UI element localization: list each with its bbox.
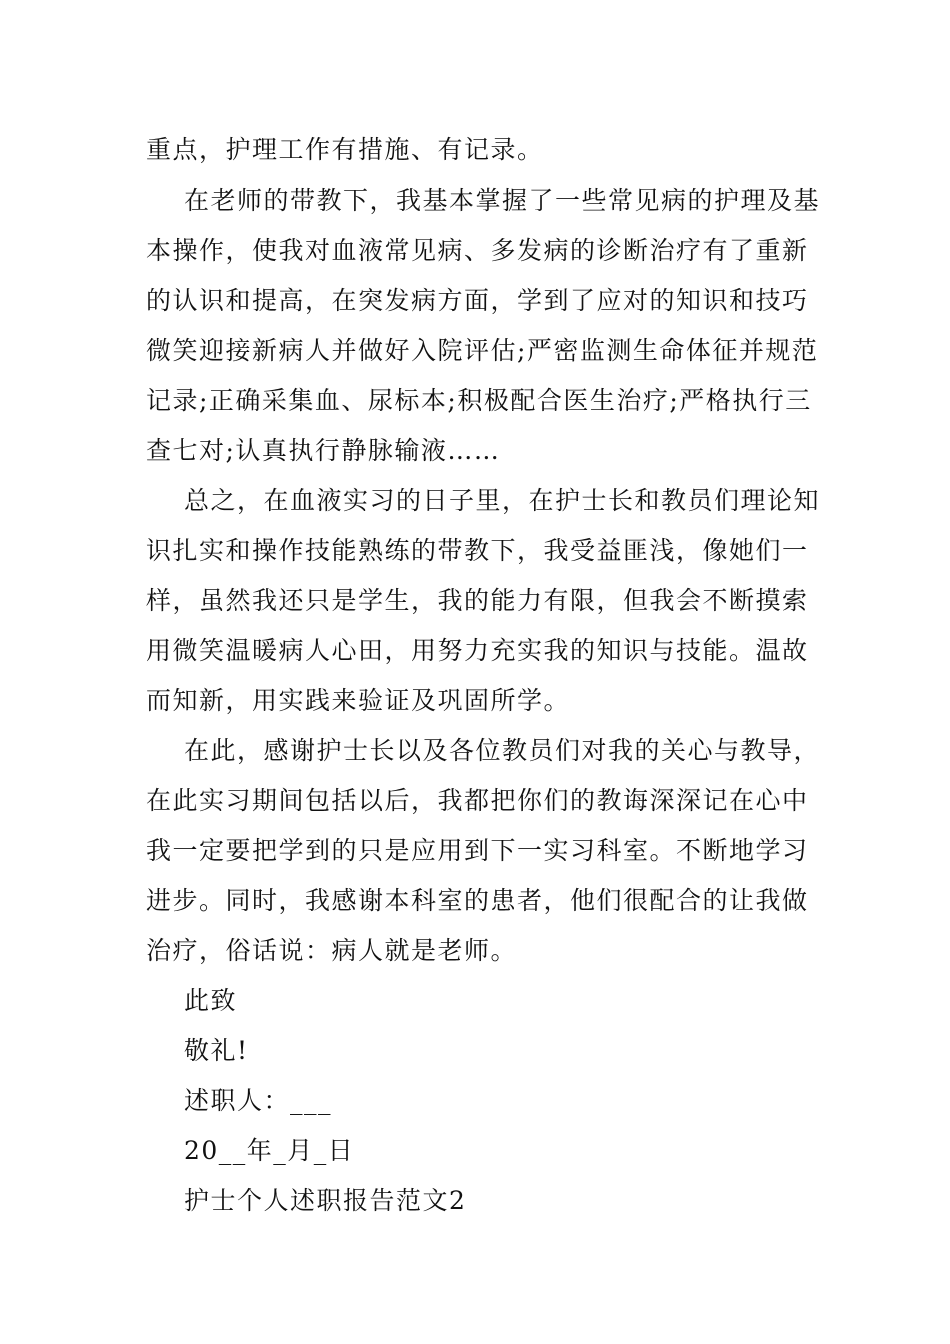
paragraph-line: 而知新，用实践来验证及巩固所学。 [146,686,571,715]
signature-line: 述职人：___ [184,1086,333,1115]
paragraph-line: 样，虽然我还只是学生，我的能力有限，但我会不断摸索 [146,586,809,615]
paragraph-line: 本操作，使我对血液常见病、多发病的诊断治疗有了重新 [146,236,809,265]
paragraph-line: 在此，感谢护士长以及各位教员们对我的关心与教导， [184,736,821,765]
paragraph-line: 的认识和提高，在突发病方面，学到了应对的知识和技巧 [146,286,809,315]
paragraph-line: 在老师的带教下，我基本掌握了一些常见病的护理及基 [184,186,821,215]
paragraph-line: 在此实习期间包括以后，我都把你们的教诲深深记在心中 [146,786,809,815]
paragraph-line: 识扎实和操作技能熟练的带教下，我受益匪浅，像她们一 [146,536,809,565]
paragraph-line: 记录;正确采集血、尿标本;积极配合医生治疗;严格执行三 [146,386,812,415]
paragraph-line: 治疗，俗话说：病人就是老师。 [146,936,518,965]
paragraph-line: 进步。同时，我感谢本科室的患者，他们很配合的让我做 [146,886,809,915]
paragraph-line: 查七对;认真执行静脉输液…… [146,436,501,465]
paragraph-line: 微笑迎接新病人并做好入院评估;严密监测生命体征并规范 [146,336,819,365]
paragraph-line: 用微笑温暖病人心田，用努力充实我的知识与技能。温故 [146,636,809,665]
paragraph-line: 重点，护理工作有措施、有记录。 [146,135,544,164]
paragraph-line: 我一定要把学到的只是应用到下一实习科室。不断地学习 [146,836,809,865]
date-line: 20__年_月_日 [184,1136,355,1165]
paragraph-line: 总之，在血液实习的日子里，在护士长和教员们理论知 [184,486,821,515]
closing-regards: 敬礼! [184,1036,249,1065]
section-title: 护士个人述职报告范文2 [184,1186,467,1215]
closing-salutation: 此致 [184,986,238,1015]
